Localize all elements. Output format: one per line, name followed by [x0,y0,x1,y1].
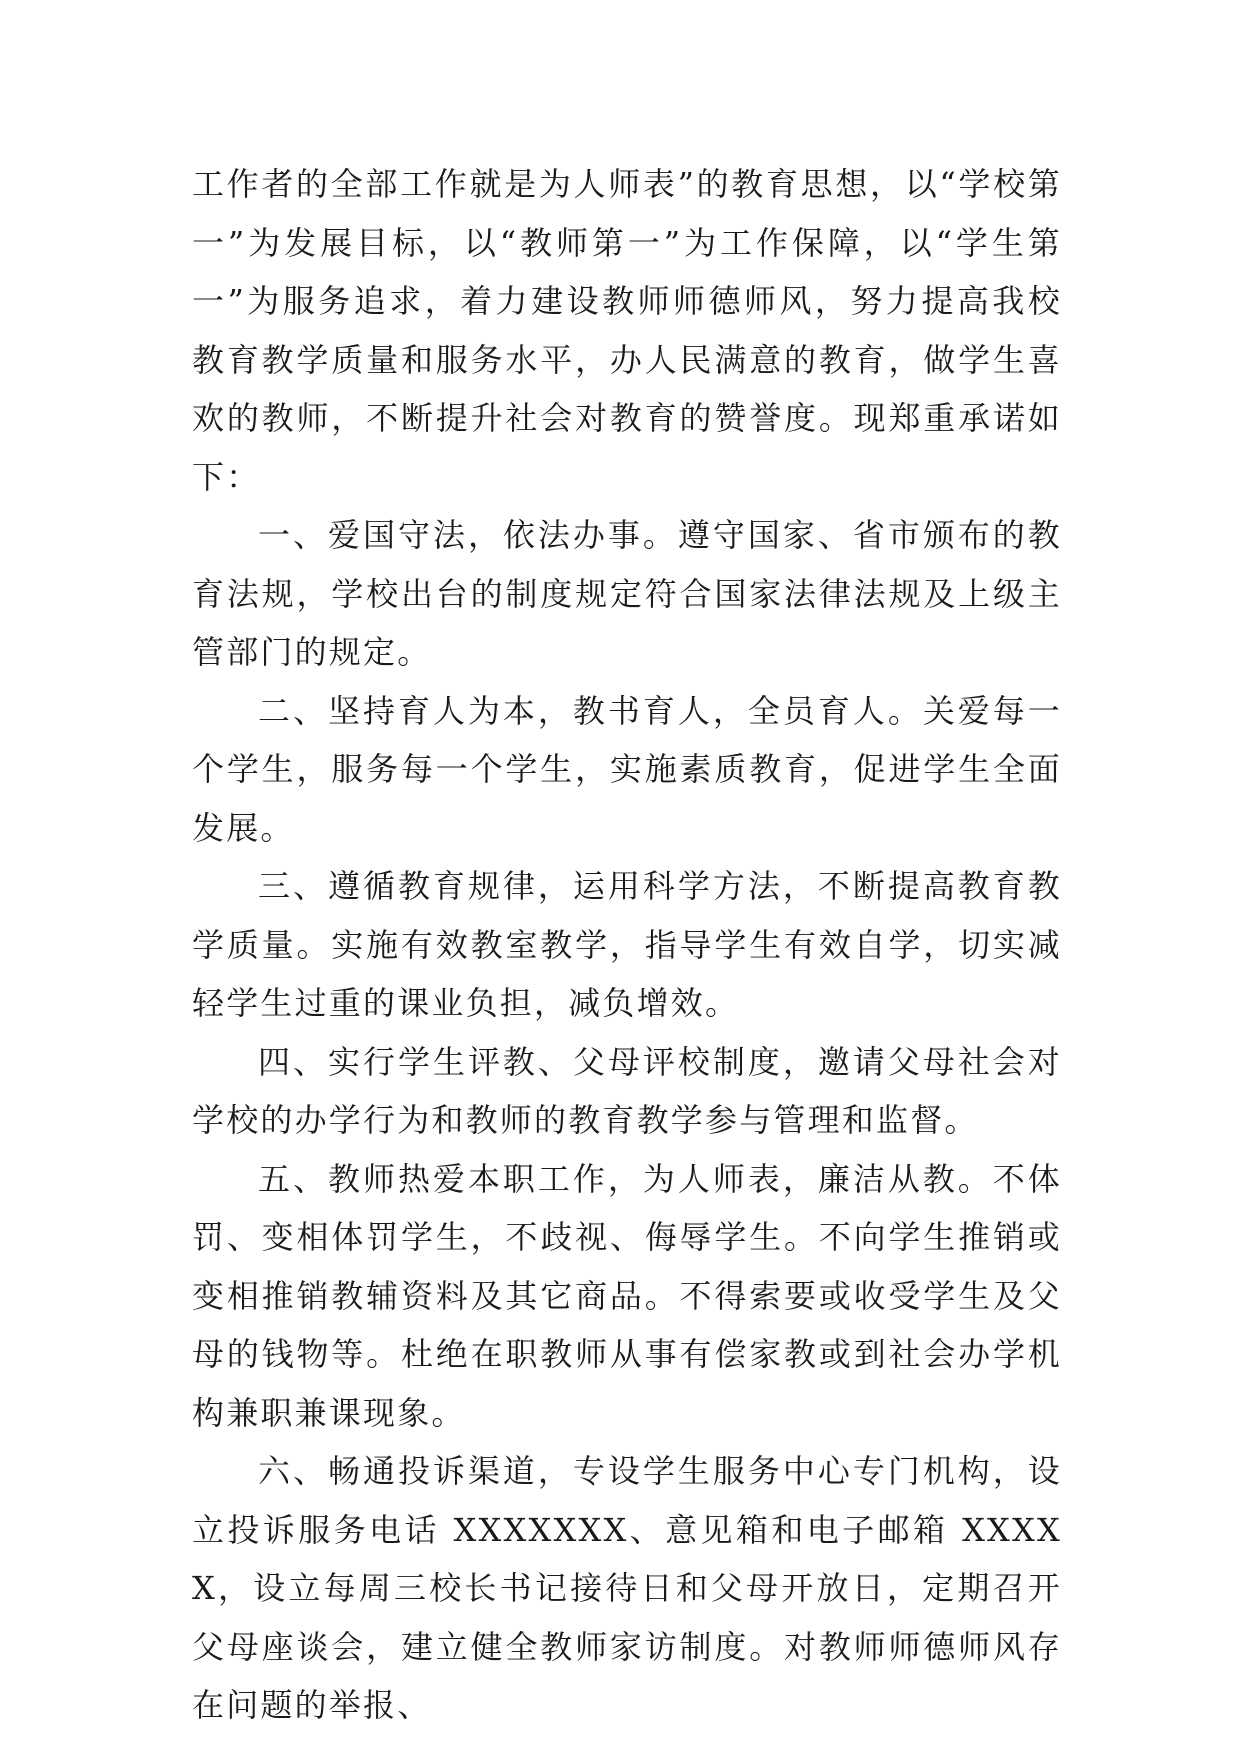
document-body [192,155,1062,1735]
paragraph-item-5: 五、教师热爱本职工作，为人师表，廉洁从教。不体罚、变相体罚学生，不歧视、侮辱学生。不向学生推销或变相推销教辅资料及其它商品。不得索要或收受学生及父母的钱物等。杜绝在职教师从事有偿家教或到社会办学机构兼职兼课现象。 [192,1159,1062,1432]
paragraph-item-2: 二、坚持育人为本，教书育人，全员育人。关爱每一个学生，服务每一个学生，实施素质教育，促进学生全面发展。 [192,691,1062,847]
paragraph-item-6: 六、畅通投诉渠道，专设学生服务中心专门机构，设立投诉服务电话 XXXXXXX、意见箱和电子邮箱 XXXXX，设立每周三校长书记接待日和父母开放日，定期召开父母座谈会，建立健全教师家访制度。对教师师德师风存在问题的举报、 [192,1452,1062,1724]
paragraph-item-3: 三、遵循教育规律，运用科学方法，不断提高教育教学质量。实施有效教室教学，指导学生有效自学，切实减轻学生过重的课业负担，减负增效。 [192,867,1062,1022]
paragraph-intro-continued: 工作者的全部工作就是为人师表”的教育思想，以“学校第一”为发展目标，以“教师第一”为工作保障，以“学生第一”为服务追求，着力建设教师师德师风，努力提高我校教育教学质量和服务水平，办人民满意的教育，做学生喜欢的教师，不断提升社会对教育的赞誉度。现郑重承诺如下： [192,165,1062,496]
paragraph-item-4: 四、实行学生评教、父母评校制度，邀请父母社会对学校的办学行为和教师的教育教学参与管理和监督。 [192,1042,1062,1139]
paragraph-item-1: 一、爱国守法，依法办事。遵守国家、省市颁布的教育法规，学校出台的制度规定符合国家法律法规及上级主管部门的规定。 [192,516,1062,671]
